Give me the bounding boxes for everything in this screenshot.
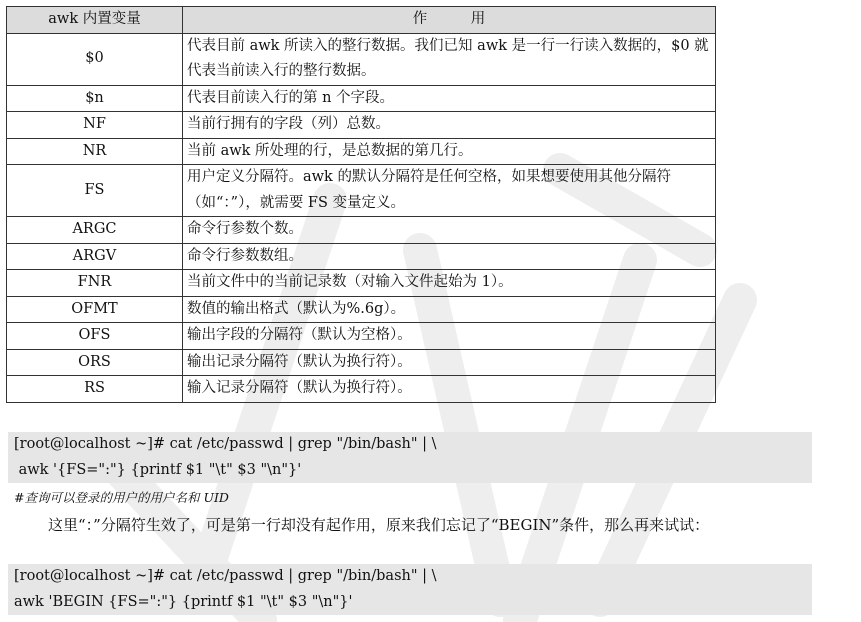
variable-description: 代表目前 awk 所读入的整行数据。我们已知 awk 是一行一行读入数据的，$0 就代表当前读入行的整行数据。 xyxy=(183,33,716,85)
awk-variables-table xyxy=(6,6,716,403)
variable-description: 数值的输出格式（默认为%.6g）。 xyxy=(183,296,716,323)
table-row xyxy=(7,349,716,376)
variable-name: NR xyxy=(7,138,183,165)
code-line: awk 'BEGIN {FS=":"} {printf $1 "\t" $3 "\n"}' xyxy=(14,593,353,610)
variable-description: 代表目前读入行的第 n 个字段。 xyxy=(183,85,716,112)
table-row xyxy=(7,376,716,403)
variable-name: ARGC xyxy=(7,217,183,244)
code-block-2 xyxy=(8,564,812,615)
variable-name: FNR xyxy=(7,270,183,297)
header-function: 作 用 xyxy=(183,7,716,34)
code-block-1 xyxy=(8,432,812,483)
body-paragraph: 这里“：”分隔符生效了，可是第一行却没有起作用，原来我们忘记了“BEGIN”条件，那么再来试试： xyxy=(48,516,710,534)
table-row xyxy=(7,85,716,112)
code-line: awk '{FS=":"} {printf $1 "\t" $3 "\n"}' xyxy=(14,461,302,478)
table-row xyxy=(7,217,716,244)
code-comment: #查询可以登录的用户的用户名和 UID xyxy=(14,490,229,505)
variable-name: FS xyxy=(7,165,183,217)
table-header-row xyxy=(7,7,716,34)
code-line: [root@localhost ~]# cat /etc/passwd | grep "/bin/bash" | \ xyxy=(14,436,437,452)
table-row xyxy=(7,323,716,350)
variable-description: 用户定义分隔符。awk 的默认分隔符是任何空格，如果想要使用其他分隔符（如“：”），就需要 FS 变量定义。 xyxy=(183,165,716,217)
variable-description: 输出字段的分隔符（默认为空格）。 xyxy=(183,323,716,350)
table-row xyxy=(7,33,716,85)
code-line: [root@localhost ~]# cat /etc/passwd | grep "/bin/bash" | \ xyxy=(14,568,437,584)
variable-description: 当前行拥有的字段（列）总数。 xyxy=(183,112,716,139)
table-row xyxy=(7,138,716,165)
variable-description: 命令行参数数组。 xyxy=(183,243,716,270)
variable-name: OFMT xyxy=(7,296,183,323)
variable-name: RS xyxy=(7,376,183,403)
table-row xyxy=(7,270,716,297)
variable-name: $0 xyxy=(7,33,183,85)
variable-name: NF xyxy=(7,112,183,139)
header-variable: awk 内置变量 xyxy=(7,7,183,34)
variable-name: ORS xyxy=(7,349,183,376)
variable-description: 命令行参数个数。 xyxy=(183,217,716,244)
variable-name: $n xyxy=(7,85,183,112)
variable-description: 当前 awk 所处理的行，是总数据的第几行。 xyxy=(183,138,716,165)
variable-description: 当前文件中的当前记录数（对输入文件起始为 1）。 xyxy=(183,270,716,297)
table-row xyxy=(7,296,716,323)
variable-name: ARGV xyxy=(7,243,183,270)
variable-description: 输出记录分隔符（默认为换行符）。 xyxy=(183,349,716,376)
table-row xyxy=(7,112,716,139)
variable-name: OFS xyxy=(7,323,183,350)
table-row xyxy=(7,165,716,217)
variable-description: 输入记录分隔符（默认为换行符）。 xyxy=(183,376,716,403)
table-row xyxy=(7,243,716,270)
